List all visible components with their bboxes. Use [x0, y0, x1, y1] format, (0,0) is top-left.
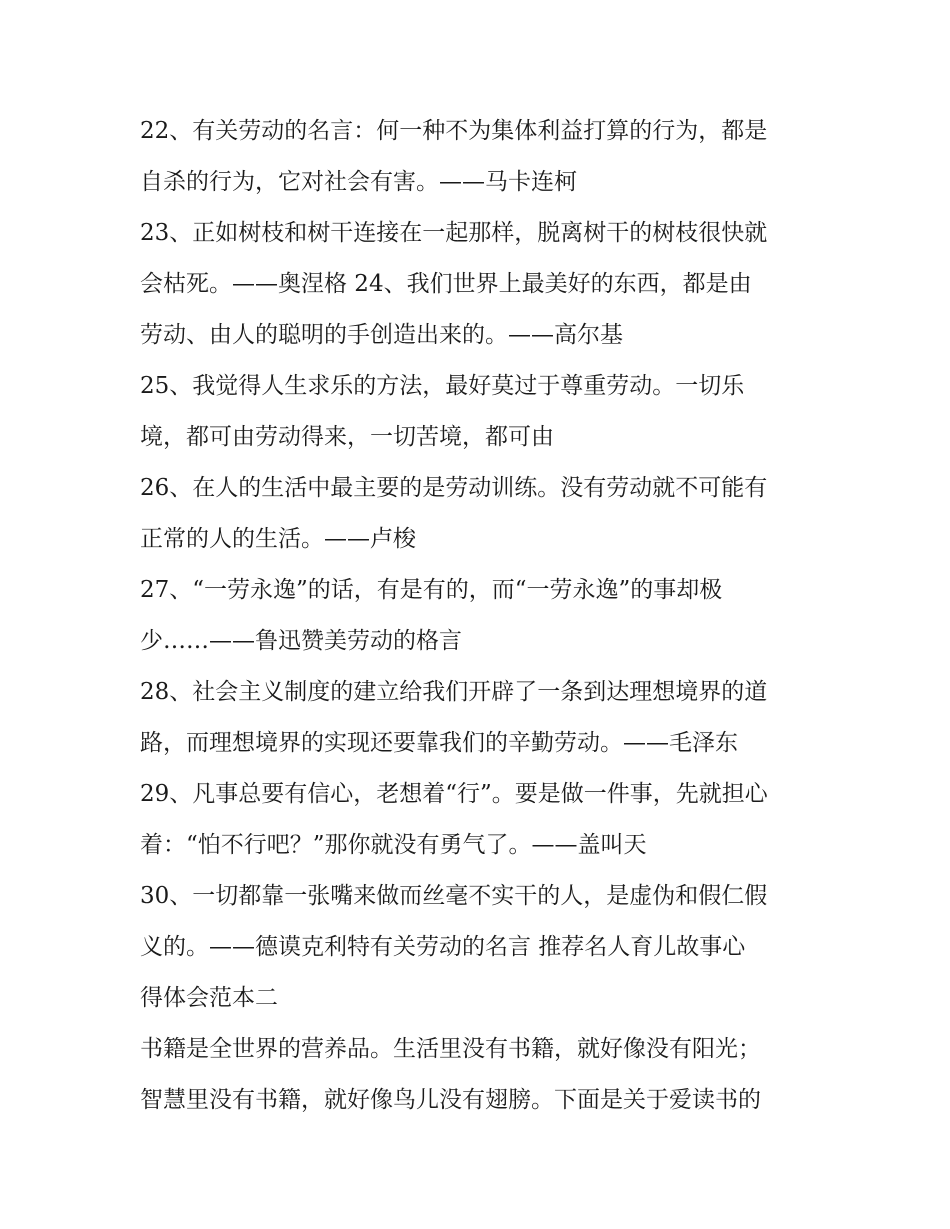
- text-line: 着：“怕不行吧？”那你就没有勇气了。——盖叫天: [140, 832, 647, 858]
- text-line: 23、正如树枝和树干连接在一起那样，脱离树干的树枝很快就: [140, 220, 768, 246]
- text-line: 25、我觉得人生求乐的方法，最好莫过于尊重劳动。一切乐: [140, 373, 745, 399]
- text-line: 少……——鲁迅赞美劳动的格言: [140, 628, 462, 654]
- text-line: 劳动、由人的聪明的手创造出来的。——高尔基: [140, 322, 623, 348]
- text-line: 自杀的行为，它对社会有害。——马卡连柯: [140, 169, 577, 195]
- text-line: 义的。——德谟克利特有关劳动的名言 推荐名人育儿故事心: [140, 934, 746, 960]
- text-line: 26、在人的生活中最主要的是劳动训练。没有劳动就不可能有: [140, 475, 768, 501]
- text-line: 会枯死。——奥涅格 24、我们世界上最美好的东西，都是由: [140, 271, 752, 297]
- document-body: [140, 106, 820, 1126]
- text-line: 书籍是全世界的营养品。生活里没有书籍，就好像没有阳光；: [140, 1036, 761, 1062]
- text-line: 27、“一劳永逸”的话，有是有的，而“一劳永逸”的事却极: [140, 577, 723, 603]
- text-line: 30、一切都靠一张嘴来做而丝毫不实干的人，是虚伪和假仁假: [140, 883, 768, 909]
- text-line: 22、有关劳动的名言：何一种不为集体利益打算的行为，都是: [140, 118, 768, 144]
- text-line: 智慧里没有书籍，就好像鸟儿没有翅膀。下面是关于爱读书的: [140, 1087, 761, 1113]
- text-line: 28、社会主义制度的建立给我们开辟了一条到达理想境界的道: [140, 679, 768, 705]
- text-line: 路，而理想境界的实现还要靠我们的辛勤劳动。——毛泽东: [140, 730, 738, 756]
- text-line: 得体会范本二: [140, 985, 278, 1011]
- text-line: 29、凡事总要有信心，老想着“行”。要是做一件事，先就担心: [140, 781, 768, 807]
- text-line: 正常的人的生活。——卢梭: [140, 526, 416, 552]
- text-line: 境，都可由劳动得来，一切苦境，都可由: [140, 424, 554, 450]
